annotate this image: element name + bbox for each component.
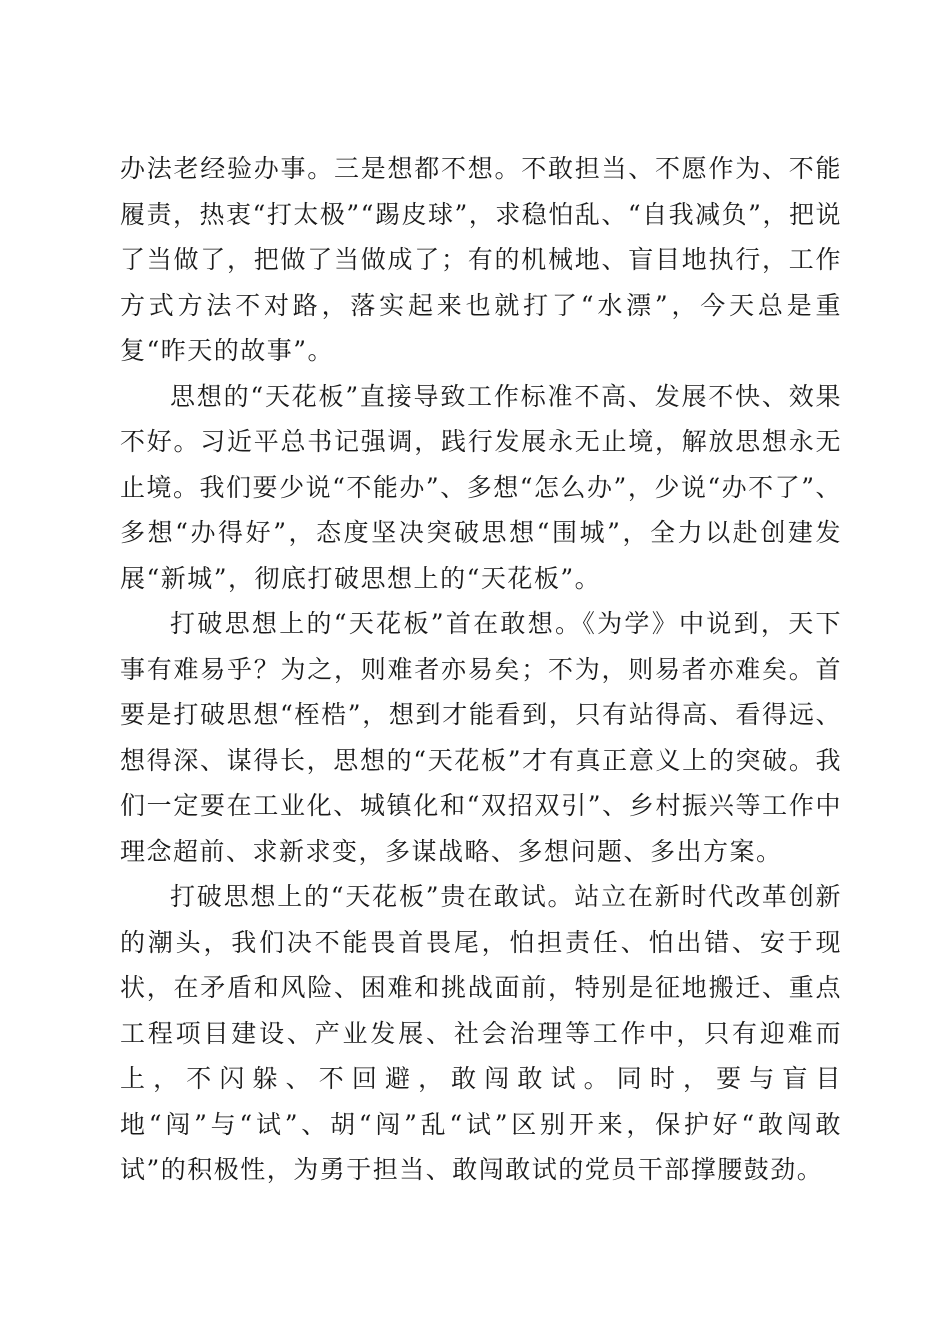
paragraph-ceiling-effects: 思想的“天花板”直接导致工作标准不高、发展不快、效果不好。习近平总书记强调，践行发展永无止境，解放思想永无止境。我们要少说“不能办”、多想“怎么办”，少说“办不了”、多想“办得好”，态度坚决突破思想“围城”，全力以赴创建发展“新城”，彻底打破思想上的“天花板”。	[120, 381, 842, 593]
paragraph-continuation: 办法老经验办事。三是想都不想。不敢担当、不愿作为、不能履责，热衷“打太极”“踢皮球”，求稳怕乱、“自我减负”，把说了当做了，把做了当做成了；有的机械地、盲目地执行，工作方式方法不对路，落实起来也就打了“水漂”，今天总是重复“昨天的故事”。	[120, 154, 842, 365]
paragraph-dare-to-think: 打破思想上的“天花板”首在敢想。《为学》中说到，天下事有难易乎？为之，则难者亦易矣；不为，则易者亦难矣。首要是打破思想“桎梏”，想到才能看到，只有站得高、看得远、想得深、谋得长，思想的“天花板”才有真正意义上的突破。我们一定要在工业化、城镇化和“双招双引”、乡村振兴等工作中理念超前、求新求变，多谋战略、多想问题、多出方案。	[120, 609, 842, 866]
paragraph-dare-to-try: 打破思想上的“天花板”贵在敢试。站立在新时代改革创新的潮头，我们决不能畏首畏尾，怕担责任、怕出错、安于现状，在矛盾和风险、困难和挑战面前，特别是征地搬迁、重点工程项目建设、产业发展、社会治理等工作中，只有迎难而上，不闪躲、不回避，敢闯敢试。同时，要与盲目地“闯”与“试”、胡“闯”乱“试”区别开来，保护好“敢闯敢试”的积极性，为勇于担当、敢闯敢试的党员干部撑腰鼓劲。	[120, 882, 842, 1184]
document-body	[120, 146, 842, 1193]
